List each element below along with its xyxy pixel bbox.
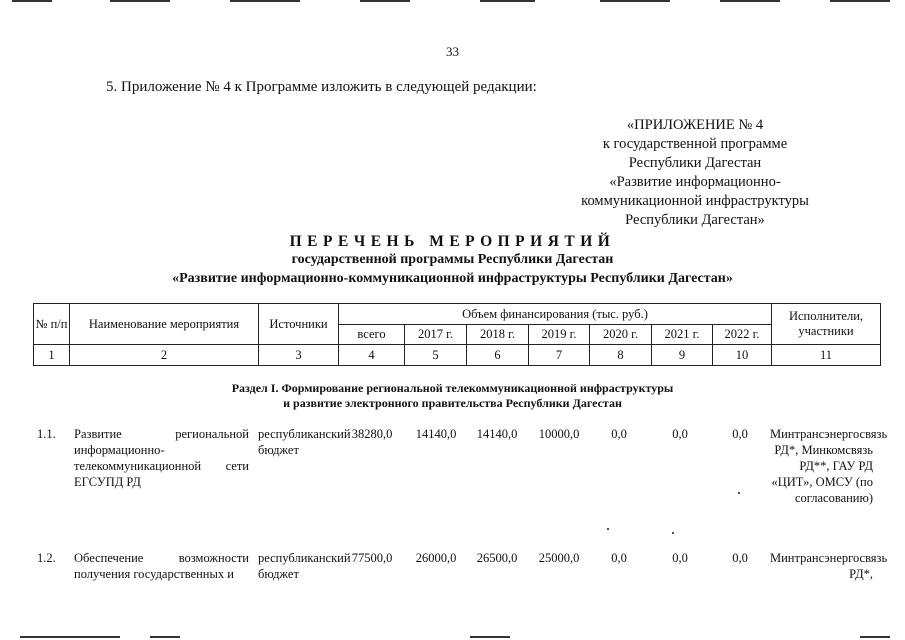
row-year-value: 14140,0 [476, 427, 518, 441]
scan-edge-line [470, 636, 510, 638]
intro-text: 5. Приложение № 4 к Программе изложить в следующей редакции: [106, 79, 537, 95]
appendix-line: Республики Дагестан» [625, 212, 765, 228]
scan-edge-line [600, 0, 670, 2]
column-number: 11 [772, 345, 881, 366]
row-total: 77500,0 [351, 551, 393, 565]
row-year-value: 26500,0 [476, 551, 518, 565]
scan-edge-line [830, 0, 890, 2]
header-year: 2018 г. [467, 325, 529, 345]
column-number: 7 [529, 345, 590, 366]
scan-edge-line [230, 0, 300, 2]
row-number: 1.1. [37, 427, 56, 441]
row-executors: Минтрансэнергосвязь РД*, Минкомсвязь РД**, ГАУ РД «ЦИТ», ОМСУ (по согласованию) [770, 427, 888, 505]
document-subtitle: «Развитие информационно-коммуникационной инфраструктуры Республики Дагестан» [172, 271, 733, 286]
section-heading-line: и развитие электронного правительства Республики Дагестан [283, 396, 622, 410]
header-year: 2020 г. [590, 325, 652, 345]
row-source: республиканский бюджет [258, 551, 351, 581]
document-subtitle: государственной программы Республики Дагестан [291, 252, 614, 267]
appendix-line: коммуникационной инфраструктуры [581, 193, 809, 209]
scan-edge-line [860, 636, 890, 638]
section-heading [0, 381, 905, 411]
row-activity-name: Обеспечение возможности получения государственных и [74, 551, 249, 581]
column-number: 2 [70, 345, 259, 366]
row-year-value: 26000,0 [415, 551, 457, 565]
header-total: всего [339, 325, 405, 345]
row-total: 38280,0 [351, 427, 393, 441]
row-year-value: 0,0 [672, 551, 688, 565]
row-year-value: 0,0 [732, 551, 748, 565]
scan-speck [672, 532, 674, 534]
row-year-value: 0,0 [732, 427, 748, 441]
scan-edge-line [20, 636, 120, 638]
appendix-line: Республики Дагестан [628, 155, 762, 171]
scan-speck [738, 492, 740, 494]
scan-edge-line [480, 0, 535, 2]
row-year-value: 0,0 [611, 551, 627, 565]
appendix-line: «ПРИЛОЖЕНИЕ № 4 [626, 117, 764, 133]
header-year: 2019 г. [529, 325, 590, 345]
header-executors: Исполнители, участники [772, 304, 881, 345]
row-number: 1.2. [37, 551, 56, 565]
scan-speck [607, 528, 609, 530]
row-year-value: 0,0 [672, 427, 688, 441]
column-number: 1 [34, 345, 70, 366]
column-number: 10 [713, 345, 772, 366]
column-number: 8 [590, 345, 652, 366]
scan-edge-line [360, 0, 410, 2]
column-number: 3 [259, 345, 339, 366]
appendix-line: «Развитие информационно- [609, 174, 781, 190]
header-sources: Источники [259, 304, 339, 345]
column-number: 6 [467, 345, 529, 366]
row-year-value: 0,0 [611, 427, 627, 441]
page-number: 33 [446, 44, 459, 59]
scan-edge-line [12, 0, 52, 2]
document-title: ПЕРЕЧЕНЬ МЕРОПРИЯТИЙ [289, 233, 616, 250]
row-source: республиканский бюджет [258, 427, 351, 457]
header-num: № п/п [34, 304, 70, 345]
column-number: 5 [405, 345, 467, 366]
header-name: Наименование мероприятия [70, 304, 259, 345]
column-number: 4 [339, 345, 405, 366]
header-financing: Объем финансирования (тыс. руб.) [339, 304, 772, 325]
column-number: 9 [652, 345, 713, 366]
header-year: 2022 г. [713, 325, 772, 345]
scan-edge-line [720, 0, 780, 2]
appendix-stamp [560, 116, 830, 230]
scan-edge-line [110, 0, 170, 2]
header-year: 2017 г. [405, 325, 467, 345]
row-year-value: 14140,0 [415, 427, 457, 441]
table-header [33, 303, 881, 366]
row-executors: Минтрансэнергосвязь РД*, [770, 551, 888, 581]
row-activity-name: Развитие региональной информационно-телекоммуникационной сети ЕГСУПД РД [74, 427, 249, 489]
scan-edge-line [150, 636, 180, 638]
section-heading-line: Раздел I. Формирование региональной телекоммуникационной инфраструктуры [231, 381, 674, 395]
row-year-value: 10000,0 [538, 427, 580, 441]
header-year: 2021 г. [652, 325, 713, 345]
row-year-value: 25000,0 [538, 551, 580, 565]
appendix-line: к государственной программе [602, 136, 788, 152]
